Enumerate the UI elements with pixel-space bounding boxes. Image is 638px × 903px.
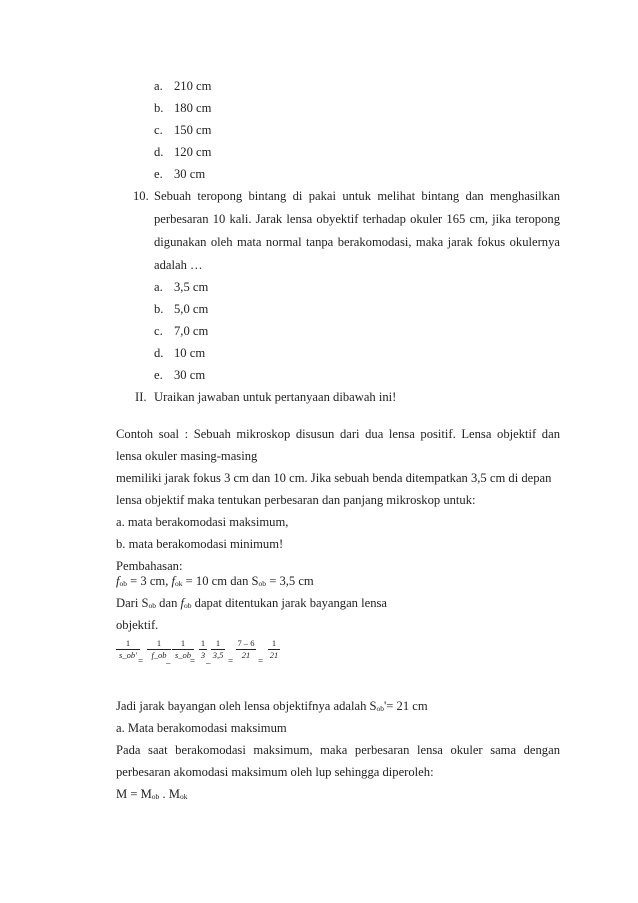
part-a-line-2: perbesaran akomodasi maksimum oleh lup sehingga diperoleh: bbox=[116, 765, 434, 779]
fraction-7-minus-6-over-21: 7 – 6 21 bbox=[237, 638, 255, 660]
example-line-3: memiliki jarak fokus 3 cm dan 10 cm. Jika sebuah benda ditempatkan 3,5 cm di depan bbox=[116, 471, 552, 485]
example-line-2: lensa okuler masing-masing bbox=[116, 449, 258, 463]
fraction-1-over-3: 1 3 bbox=[200, 638, 206, 660]
fraction-1-over-sob: 1 s_ob bbox=[172, 639, 194, 660]
q10-line-3: digunakan oleh mata normal tanpa berakomodasi, maka jarak fokus okulernya bbox=[154, 235, 560, 249]
minus-sign: – bbox=[206, 658, 211, 668]
q9-option-a: a. 210 cm bbox=[154, 79, 212, 93]
fraction-1-over-3-5: 1 3,5 bbox=[212, 638, 224, 660]
example-line-4: lensa objektif maka tentukan perbesaran dan panjang mikroskop untuk: bbox=[116, 493, 476, 507]
q9-option-c: c. 150 cm bbox=[154, 123, 212, 137]
solution-derive: Dari $S_{ob}$ dan $f_{ob}$ dapat ditentukan jarak bayangan lensa bbox=[116, 596, 387, 610]
section-2-number: II. bbox=[135, 390, 147, 404]
solution-heading: Pembahasan: bbox=[116, 559, 183, 573]
magnification-formula: $M = M_{ob}$ . $M_{ok}$ bbox=[116, 787, 188, 801]
example-line-1: Contoh soal : Sebuah mikroskop disusun dari dua lensa positif. Lensa objektif dan bbox=[116, 427, 560, 441]
equals-sign: = bbox=[258, 656, 264, 666]
q10-option-e: e. 30 cm bbox=[154, 368, 206, 382]
equals-sign: = bbox=[190, 656, 196, 666]
equals-sign: = bbox=[138, 656, 144, 666]
solution-given: $f_{ob} = 3$ cm, $f_{ok} = 10$ cm dan $S_{ob} = 3,5$ cm bbox=[116, 574, 314, 588]
q10-option-d: d. 10 cm bbox=[154, 346, 206, 360]
part-a-heading: a. Mata berakomodasi maksimum bbox=[116, 721, 287, 735]
q10-number: 10. bbox=[133, 189, 149, 203]
q9-option-e: e. 30 cm bbox=[154, 167, 206, 181]
example-line-5: a. mata berakomodasi maksimum, bbox=[116, 515, 289, 529]
solution-result: Jadi jarak bayangan oleh lensa objektifnya adalah $S_{ob}'= 21$ cm bbox=[116, 699, 428, 713]
q10-line-2: perbesaran 10 kali. Jarak lensa obyektif terhadap okuler 165 cm, jika teropong bbox=[154, 212, 560, 226]
fraction-1-over-21: 1 21 bbox=[269, 638, 279, 660]
q10-line-1: Sebuah teropong bintang di pakai untuk melihat bintang dan menghasilkan bbox=[154, 189, 560, 203]
minus-sign: – bbox=[166, 658, 171, 668]
q9-option-b: b. 180 cm bbox=[154, 101, 212, 115]
q10-option-c: c. 7,0 cm bbox=[154, 324, 209, 338]
fraction-1-over-sob-prime: 1 s_ob' bbox=[116, 639, 140, 660]
section-2-heading: Uraikan jawaban untuk pertanyaan dibawah ini! bbox=[154, 390, 397, 404]
q10-option-b: b. 5,0 cm bbox=[154, 302, 209, 316]
solution-derive-cont: objektif. bbox=[116, 618, 159, 632]
q10-line-4: adalah … bbox=[154, 258, 203, 272]
fraction-1-over-fob: 1 f_ob bbox=[147, 639, 171, 660]
example-line-6: b. mata berakomodasi minimum! bbox=[116, 537, 284, 551]
q9-option-d: d. 120 cm bbox=[154, 145, 212, 159]
equals-sign: = bbox=[228, 656, 234, 666]
q10-option-a: a. 3,5 cm bbox=[154, 280, 209, 294]
part-a-line-1: Pada saat berakomodasi maksimum, maka perbesaran lensa okuler sama dengan bbox=[116, 743, 560, 757]
